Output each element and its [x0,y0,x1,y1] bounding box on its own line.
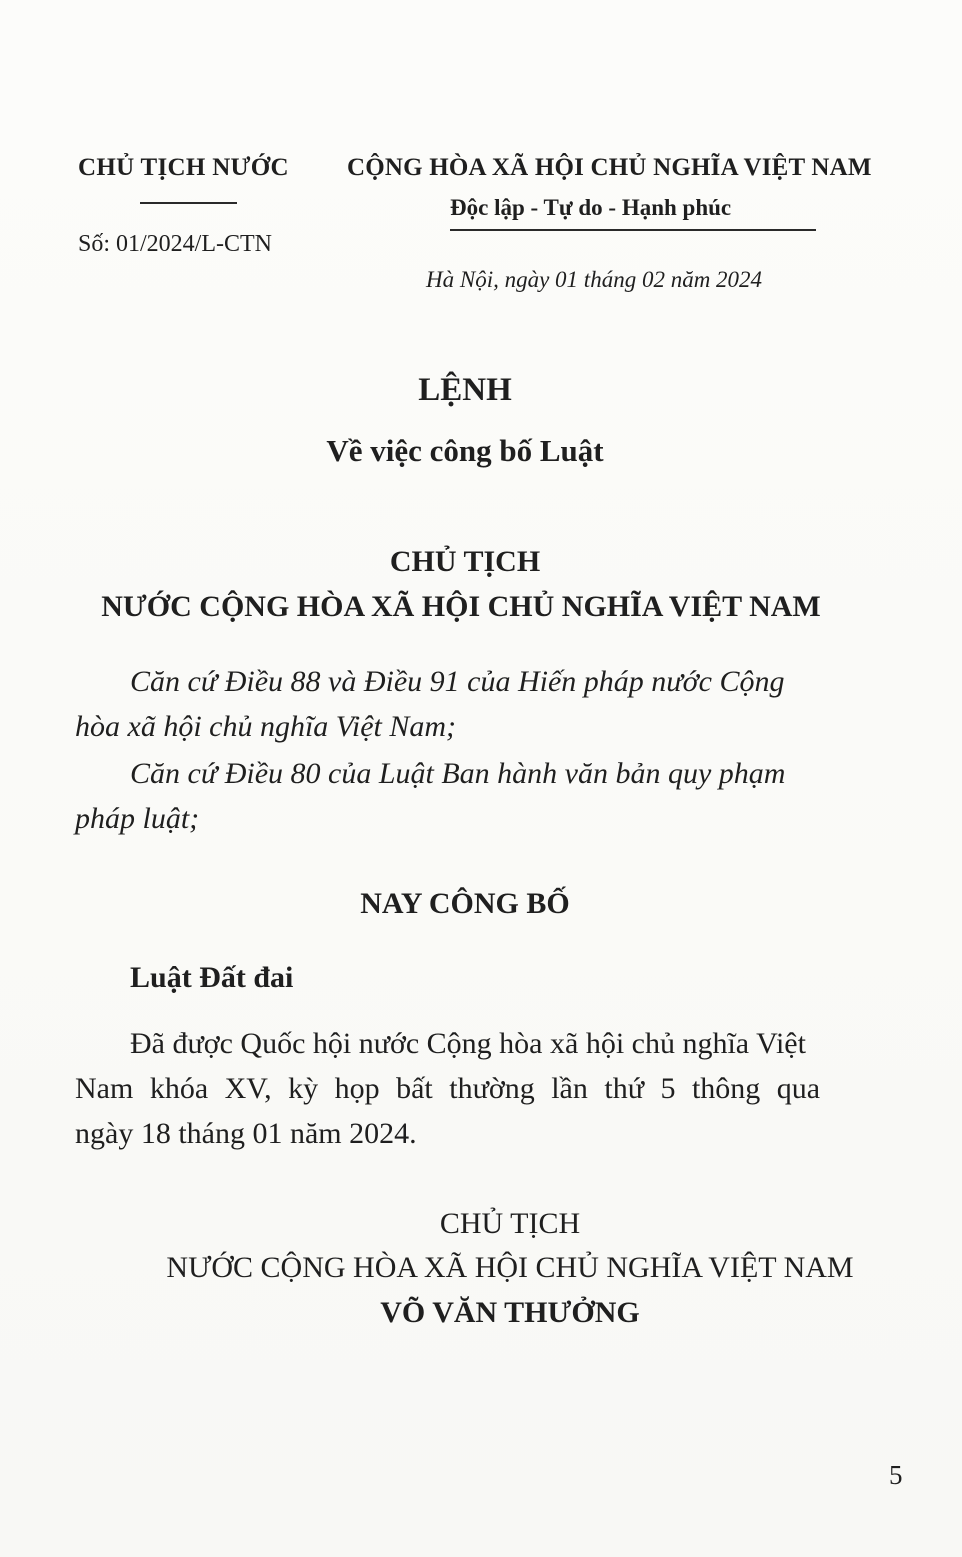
proclaim-heading: NAY CÔNG BỐ [360,887,570,920]
order-title: LỆNH [418,372,512,408]
legal-basis-1-line1 [130,665,910,699]
legal-basis-1-line2: hòa xã hội chủ nghĩa Việt Nam; [75,710,457,743]
motto-underline [450,229,816,231]
page-number: 5 [889,1460,903,1490]
legal-basis-2-line1 [130,757,910,791]
national-title: CỘNG HÒA XÃ HỘI CHỦ NGHĨA VIỆT NAM [347,154,872,181]
authority-title-line1: CHỦ TỊCH [389,545,541,578]
passage-line1: Đã được Quốc hội nước Cộng hòa xã hội chủ nghĩa Việt [130,1027,806,1060]
passage-line3: ngày 18 tháng 01 năm 2024. [75,1117,417,1150]
place-date: Hà Nội, ngày 01 tháng 02 năm 2024 [426,267,763,292]
national-motto: Độc lập - Tự do - Hạnh phúc [450,195,732,220]
issuer-underline [140,202,237,204]
order-subtitle: Về việc công bố Luật [326,433,604,468]
signature-title-line1: CHỦ TỊCH [439,1207,581,1240]
passage-line2: Nam khóa XV, kỳ họp bất thường lần thứ 5 thông qua [75,1072,821,1105]
law-name: Luật Đất đai [130,961,294,994]
legal-basis-2-line2: pháp luật; [75,802,200,835]
legal-basis-1-line1-text [130,665,910,699]
issuer-title: CHỦ TỊCH NƯỚC [78,154,289,181]
legal-basis-2-text: Căn cứ Điều 80 của Luật Ban hành văn bản quy phạm [130,757,786,790]
authority-title-line2: NƯỚC CỘNG HÒA XÃ HỘI CHỦ NGHĨA VIỆT NAM [101,590,821,623]
legal-basis-1-text: Căn cứ Điều 88 và Điều 91 của Hiến pháp nước Cộng [130,665,785,698]
signatory-name: VÕ VĂN THƯỞNG [380,1296,640,1329]
document-number: Số: 01/2024/L-CTN [78,231,273,257]
signature-title-line2: NƯỚC CỘNG HÒA XÃ HỘI CHỦ NGHĨA VIỆT NAM [166,1251,854,1284]
